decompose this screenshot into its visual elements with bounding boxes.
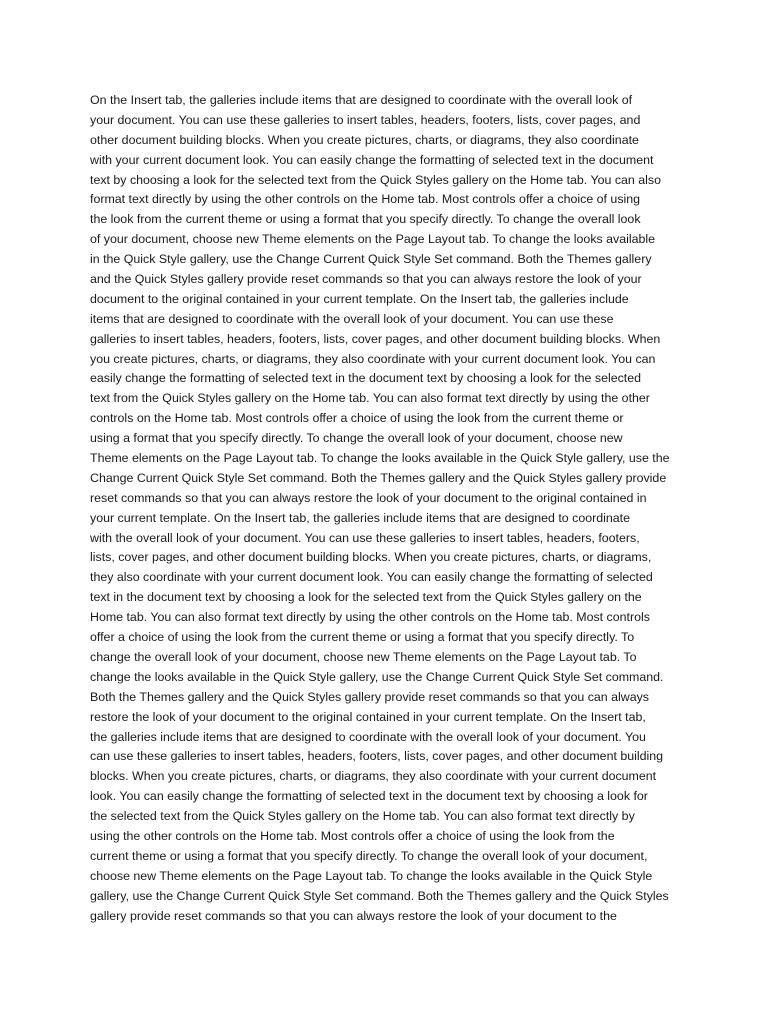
- body-paragraph: [90, 91, 680, 926]
- text-line: using a format that you specify directly. To change the overall look of your document, choose new: [90, 431, 623, 446]
- text-line: other document building blocks. When you create pictures, charts, or diagrams, they also coordinate: [90, 132, 639, 147]
- text-line: with your current document look. You can easily change the formatting of selected text in the document: [90, 152, 654, 167]
- text-line: document to the original contained in your current template. On the Insert tab, the galleries include: [90, 291, 629, 306]
- text-line: Home tab. You can also format text directly by using the other controls on the Home tab. Most controls: [90, 610, 650, 625]
- text-line: can use these galleries to insert tables, headers, footers, lists, cover pages, and other document building: [90, 749, 664, 764]
- text-line: text in the document text by choosing a look for the selected text from the Quick Styles gallery on the: [90, 590, 642, 605]
- text-line: choose new Theme elements on the Page Layout tab. To change the looks available in the Quick Style: [90, 868, 653, 883]
- text-line: of your document, choose new Theme elements on the Page Layout tab. To change the looks available: [90, 232, 656, 247]
- text-line: your current template. On the Insert tab, the galleries include items that are designed to coordinate: [90, 510, 630, 525]
- text-line: Change Current Quick Style Set command. Both the Themes gallery and the Quick Styles gallery provide: [90, 470, 667, 485]
- text-line: galleries to insert tables, headers, footers, lists, cover pages, and other document building blocks. When: [90, 331, 661, 346]
- text-line: easily change the formatting of selected text in the document text by choosing a look for the selected: [90, 371, 642, 386]
- text-line: in the Quick Style gallery, use the Change Current Quick Style Set command. Both the Themes gallery: [90, 252, 652, 267]
- text-line: the look from the current theme or using a format that you specify directly. To change the overall look: [90, 212, 641, 227]
- text-line: blocks. When you create pictures, charts, or diagrams, they also coordinate with your current document: [90, 769, 657, 784]
- text-line: gallery, use the Change Current Quick Style Set command. Both the Themes gallery and the Quick Styles: [90, 888, 669, 903]
- text-line: On the Insert tab, the galleries include items that are designed to coordinate with the overall look of: [90, 93, 633, 107]
- text-line: change the looks available in the Quick Style gallery, use the Change Current Quick Style Set command.: [90, 669, 664, 684]
- text-line: text by choosing a look for the selected text from the Quick Styles gallery on the Home tab. You can also: [90, 172, 661, 187]
- text-line: the selected text from the Quick Styles gallery on the Home tab. You can also format text directly by: [90, 809, 635, 824]
- text-line: format text directly by using the other controls on the Home tab. Most controls offer a choice of using: [90, 192, 641, 207]
- text-line: controls on the Home tab. Most controls offer a choice of using the look from the current theme or: [90, 411, 624, 426]
- text-line: and the Quick Styles gallery provide reset commands so that you can always restore the look of your: [90, 272, 642, 287]
- text-line: items that are designed to coordinate with the overall look of your document. You can use these: [90, 311, 614, 326]
- text-line: reset commands so that you can always restore the look of your document to the original contained in: [90, 490, 647, 505]
- text-line: Both the Themes gallery and the Quick Styles gallery provide reset commands so that you can always: [90, 689, 650, 704]
- text-line: restore the look of your document to the original contained in your current template. On the Insert tab,: [90, 709, 646, 724]
- text-line: using the other controls on the Home tab. Most controls offer a choice of using the look from the: [90, 828, 615, 843]
- text-line: they also coordinate with your current document look. You can easily change the formatting of selected: [90, 570, 653, 585]
- text-line: offer a choice of using the look from the current theme or using a format that you specify directly. To: [90, 630, 635, 645]
- text-line: text from the Quick Styles gallery on the Home tab. You can also format text directly by using the other: [90, 391, 650, 406]
- text-line: Theme elements on the Page Layout tab. To change the looks available in the Quick Style gallery, use the: [90, 451, 670, 466]
- text-line: with the overall look of your document. You can use these galleries to insert tables, headers, footers,: [90, 530, 640, 545]
- text-line: the galleries include items that are designed to coordinate with the overall look of your document. You: [90, 729, 646, 744]
- text-line: lists, cover pages, and other document building blocks. When you create pictures, charts, or diagrams,: [90, 550, 652, 565]
- text-line: change the overall look of your document, choose new Theme elements on the Page Layout tab. To: [90, 649, 637, 664]
- text-line: gallery provide reset commands so that you can always restore the look of your document to the: [90, 908, 617, 923]
- text-line: current theme or using a format that you specify directly. To change the overall look of your document,: [90, 848, 648, 863]
- text-line: your document. You can use these galleries to insert tables, headers, footers, lists, cover pages, and: [90, 112, 641, 127]
- text-line: you create pictures, charts, or diagrams, they also coordinate with your current document look. You can: [90, 351, 656, 366]
- text-line: look. You can easily change the formatting of selected text in the document text by choosing a look for: [90, 789, 648, 804]
